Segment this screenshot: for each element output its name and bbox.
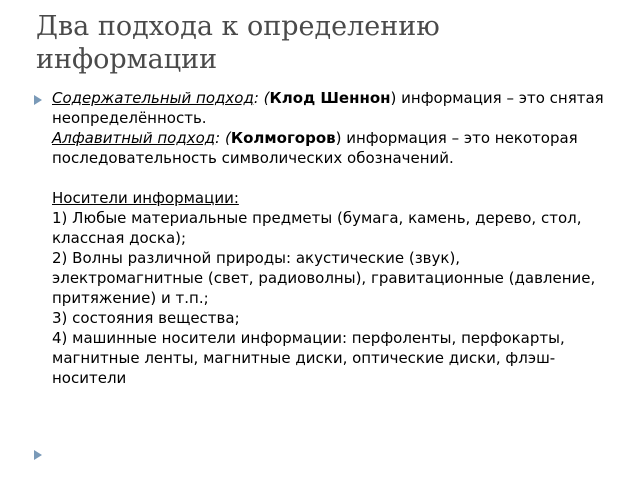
approach-content-name: Содержательный подход <box>52 89 254 107</box>
carrier-item: 3) состояния вещества; <box>52 309 240 327</box>
triangle-bullet-icon <box>34 450 42 460</box>
slide-title: Два подхода к определению информации <box>36 11 440 75</box>
approach-content-author: Клод Шеннон <box>269 89 391 107</box>
carriers-heading: Носители информации: <box>52 189 239 207</box>
spacer <box>52 168 612 188</box>
approach-content-colon: : ( <box>253 89 270 107</box>
approach-alphabetic-author: Колмогоров <box>230 129 336 147</box>
approach-content <box>52 88 612 128</box>
triangle-bullet-icon <box>34 95 42 105</box>
approach-alphabetic-name: Алфавитный подход <box>52 129 216 147</box>
carrier-item: 1) Любые материальные предметы (бумага, камень, дерево, стол, классная доска); <box>52 209 582 247</box>
approach-alphabetic-colon: : ( <box>215 129 231 147</box>
carrier-item: 2) Волны различной природы: акустические (звук), электромагнитные (свет, радиоволны), гравитационные (давление, притяжение) и т.п.; <box>52 249 596 307</box>
carrier-item: 4) машинные носители информации: перфоленты, перфокарты, магнитные ленты, магнитные диски, оптические диски, флэш-носители <box>52 329 565 387</box>
approach-alphabetic <box>52 128 612 168</box>
approach-content-text: ) информация – это снятая неопределённость. <box>52 89 604 127</box>
slide-body <box>52 88 612 388</box>
approach-alphabetic-text: ) информация – это некоторая последовательность символических обозначений. <box>52 129 578 167</box>
